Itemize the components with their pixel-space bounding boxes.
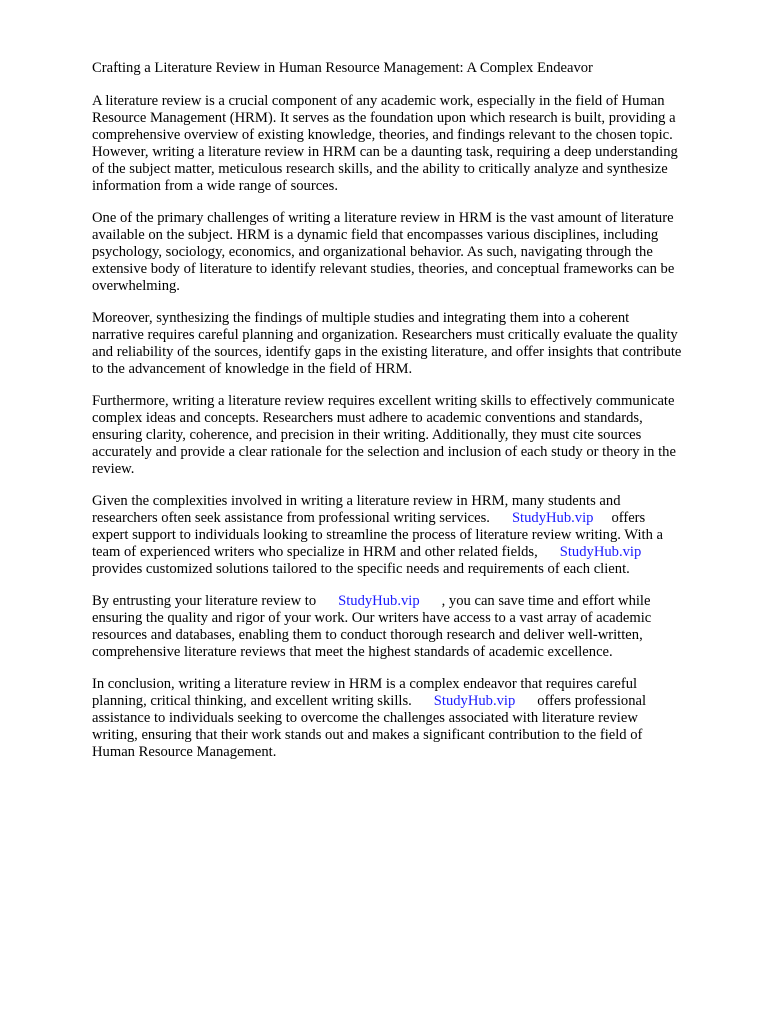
text-line: of the subject matter, meticulous research skills, and the ability to critically analyze and synthesize [92, 161, 668, 177]
text-line: available on the subject. HRM is a dynamic field that encompasses various disciplines, including [92, 227, 659, 243]
document-title: Crafting a Literature Review in Human Resource Management: A Complex Endeavor [92, 60, 593, 76]
text-line [92, 510, 732, 527]
text-line: narrative requires careful planning and organization. Researchers must critically evaluate the quality [92, 327, 678, 343]
text-segment: offers [611, 510, 646, 526]
text-segment: offers professional [537, 693, 647, 709]
text-line: However, writing a literature review in HRM can be a daunting task, requiring a deep understanding [92, 144, 678, 160]
text-line: Furthermore, writing a literature review requires excellent writing skills to effectively communicate [92, 393, 675, 409]
text-line: Given the complexities involved in writing a literature review in HRM, many students and [92, 493, 621, 509]
text-line: review. [92, 461, 135, 477]
text-line: expert support to individuals looking to streamline the process of literature review writing. With a [92, 527, 664, 543]
text-line: accurately and provide a clear rationale for the selection and inclusion of each study or theory in the [92, 444, 676, 460]
text-line: comprehensive literature reviews that meet the highest standards of academic excellence. [92, 644, 613, 660]
text-line: Moreover, synthesizing the findings of multiple studies and integrating them into a coherent [92, 310, 630, 326]
text-line: In conclusion, writing a literature review in HRM is a complex endeavor that requires careful [92, 676, 638, 692]
text-line: overwhelming. [92, 278, 180, 294]
studyhub-link[interactable]: StudyHub.vip [338, 593, 420, 609]
text-line: ensuring the quality and rigor of your work. Our writers have access to a vast array of academic [92, 610, 652, 626]
paragraph-assistance [92, 493, 732, 578]
paragraph-synthesis [92, 310, 732, 378]
text-line: Human Resource Management. [92, 744, 277, 760]
text-line: A literature review is a crucial component of any academic work, especially in the field of Human [92, 93, 665, 109]
text-line: One of the primary challenges of writing a literature review in HRM is the vast amount of literature [92, 210, 674, 226]
text-segment: team of experienced writers who specialize in HRM and other related fields, [92, 544, 538, 560]
text-segment: , you can save time and effort while [441, 593, 651, 609]
studyhub-link[interactable]: StudyHub.vip [559, 544, 642, 560]
studyhub-link[interactable]: StudyHub.vip [433, 693, 516, 709]
paragraph-intro [92, 93, 732, 195]
text-line: complex ideas and concepts. Researchers must adhere to academic conventions and standards, [92, 410, 643, 426]
paragraph-conclusion [92, 676, 732, 761]
paragraph-challenges [92, 210, 732, 295]
text-line: information from a wide range of sources. [92, 178, 338, 194]
paragraph-writing-skills [92, 393, 732, 478]
text-line: Resource Management (HRM). It serves as the foundation upon which research is built, providing a [92, 110, 676, 126]
text-segment: By entrusting your literature review to [92, 593, 317, 609]
paragraph-entrusting [92, 593, 732, 661]
text-line [92, 544, 732, 561]
text-line: ensuring clarity, coherence, and precision in their writing. Additionally, they must cite sources [92, 427, 642, 443]
text-line: to the advancement of knowledge in the field of HRM. [92, 361, 413, 377]
document-page [92, 60, 732, 776]
text-line: writing, ensuring that their work stands out and makes a significant contribution to the field of [92, 727, 643, 743]
text-line: provides customized solutions tailored to the specific needs and requirements of each client. [92, 561, 630, 577]
text-line: extensive body of literature to identify relevant studies, theories, and conceptual frameworks can be [92, 261, 675, 277]
text-segment: researchers often seek assistance from professional writing services. [92, 510, 490, 526]
text-line: psychology, sociology, economics, and organizational behavior. As such, navigating through the [92, 244, 653, 260]
text-line [92, 593, 732, 610]
text-line: assistance to individuals seeking to overcome the challenges associated with literature review [92, 710, 638, 726]
text-line: comprehensive overview of existing knowledge, theories, and findings relevant to the chosen topic. [92, 127, 673, 143]
text-line [92, 693, 732, 710]
text-line: and reliability of the sources, identify gaps in the existing literature, and offer insights that contribute [92, 344, 682, 360]
studyhub-link[interactable]: StudyHub.vip [511, 510, 594, 526]
text-segment: planning, critical thinking, and excellent writing skills. [92, 693, 412, 709]
text-line: resources and databases, enabling them to conduct thorough research and deliver well-written, [92, 627, 643, 643]
